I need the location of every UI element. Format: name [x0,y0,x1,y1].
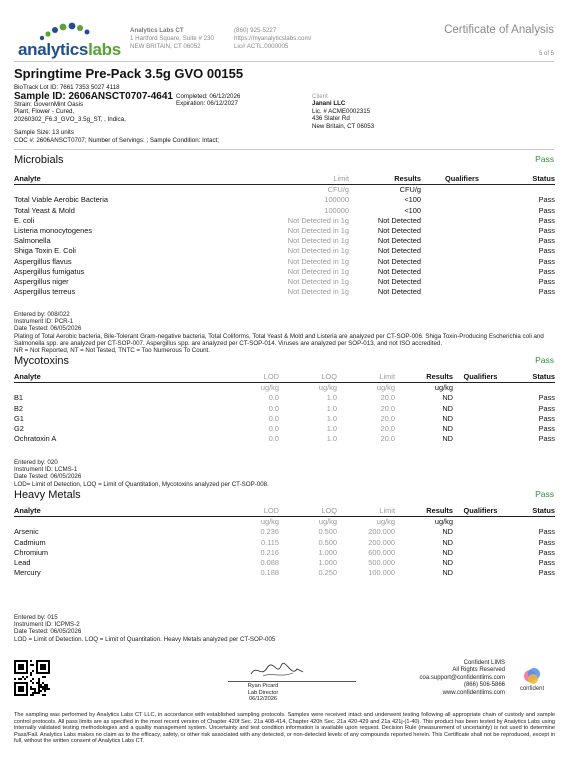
signature-scribble-icon [247,660,307,682]
status-cell: Pass [538,277,555,287]
result-cell: ND [442,527,453,537]
lab-address-2: NEW BRITAIN, CT 06052 [130,43,201,50]
disclaimer: The sampling was performed by Analytics Labs CT LLC, in accordance with established sampling protocols. Samples were received intact and underwent testing following all appropriate chain of custody and sample control protocols. All pass limits are as specified in the most recent version of Chapter 420f Sec. 21a 408-414, Chapter 420h Sec. 21a 420-429 and 21a 421j-(1-40). This product has been tested by Analytics Labs using internally validated testing methodologies and a quality management system. Uncertainty and test condition information is available upon request. Decision Rule (measurement of uncertainty) is not used to determine Pass/Fail. Analytics Labs makes no claim as to the efficacy, safety, or other risk associated with any detected, or non-detected levels of any compounds reported herein. This Certificate shall not be reproduced, except in full, without the written consent of Analytics Labs CT. [14,712,555,745]
limit-unit: CFU/g [327,185,349,195]
myco-date: Date Tested: 06/05/2026 [14,473,82,481]
completed-date: Completed: 06/12/2026 [176,93,241,100]
result-cell: Not Detected [377,287,421,297]
limit-unit: ug/kg [376,383,395,393]
col-status: Status [508,372,555,383]
limit-cell: 100000 [324,195,349,205]
analyte-cell: Cadmium [14,537,46,547]
lims-website[interactable]: www.confidentlims.com [442,689,505,696]
qualifier-cell [453,527,508,537]
lab-website[interactable]: https://myanalyticslabs.com/ [234,35,312,42]
mycotoxins-notes [14,459,555,488]
limit-cell: Not Detected in 1g [287,246,349,256]
status-cell: Pass [538,226,555,236]
sample-id: Sample ID: 2606ANSCT0707-4641 [14,91,173,102]
microbials-status: Pass [535,154,554,164]
table-row [14,236,555,246]
qualifier-cell [421,277,503,287]
limit-cell: Not Detected in 1g [287,226,349,236]
metals-instrument: Instrument ID: ICPMS-2 [14,621,80,629]
result-cell: <100 [404,205,421,215]
lab-phone: (860) 925-5227 [234,27,277,34]
qualifier-cell [453,404,508,414]
qualifier-cell [421,195,503,205]
loq-cell: 1.000 [318,558,337,568]
myco-instrument: Instrument ID: LCMS-1 [14,466,78,474]
lod-cell: 0.088 [260,558,279,568]
mycotoxins-status: Pass [535,355,554,365]
table-row [14,195,555,205]
qualifier-cell [453,558,508,568]
result-cell: Not Detected [377,246,421,256]
status-cell: Pass [538,236,555,246]
loq-cell: 1.0 [326,434,337,444]
limit-cell: 100.000 [368,568,395,578]
result-cell: ND [442,568,453,578]
signer-date: 06/12/2026 [249,696,277,703]
qualifier-cell [421,236,503,246]
metals-date: Date Tested: 06/05/2026 [14,628,82,636]
limit-cell: 500.000 [368,558,395,568]
microbials-header-row [14,174,555,185]
result-cell: Not Detected [377,226,421,236]
metals-notes [14,614,555,643]
result-cell: ND [442,393,453,403]
loq-cell: 1.000 [318,547,337,557]
myco-entered: Entered by: 020 [14,459,58,466]
table-row [14,434,555,444]
lab-info [130,27,214,51]
col-status: Status [508,506,555,517]
qualifier-cell [421,206,503,216]
qualifier-cell [453,548,508,558]
lod-cell: 0.115 [261,537,279,547]
sample-size: Sample Size: 13 units [14,129,74,136]
table-row [14,393,555,403]
status-cell: Pass [538,393,555,403]
qualifier-cell [421,246,503,256]
table-row [14,226,555,236]
loq-cell: 1.0 [326,403,337,413]
limit-cell: Not Detected in 1g [287,236,349,246]
qualifier-cell [421,216,503,226]
units-row [14,185,555,196]
metals-title: Heavy Metals [14,489,81,501]
logo-wordmark: analyticslabs [18,40,121,59]
signature-line [228,681,356,682]
result-cell: Not Detected [377,236,421,246]
lod-unit: ug/kg [260,517,279,527]
analyte-cell: Lead [14,558,31,568]
limit-cell: Not Detected in 1g [287,256,349,266]
col-limit: Limit [337,506,395,517]
client-address-2: New Britain, CT 06053 [312,122,375,130]
status-cell: Pass [538,434,555,444]
metals-table [14,506,555,578]
analyte-cell: Ochratoxin A [14,434,57,444]
table-row [14,287,555,297]
myco-method: LOD= Limit of Detection, LOQ = Limit of Quantitation, Mycotoxins analyzed per CT-SOP-008. [14,480,269,488]
mycotoxins-title: Mycotoxins [14,355,70,367]
mycotoxins-header-row [14,372,555,383]
table-row [14,568,555,578]
col-limit: Limit [194,174,349,185]
metals-status: Pass [535,489,554,499]
lod-cell: 0.0 [268,413,279,423]
table-row [14,558,555,568]
limit-cell: 200.000 [368,527,395,537]
analyte-cell: Shiga Toxin E. Coli [14,246,76,256]
limit-cell: 20.0 [380,424,395,434]
analyte-cell: E. coli [14,215,35,225]
table-row [14,527,555,537]
analyte-cell: Total Viable Aerobic Bacteria [14,195,108,205]
loq-cell: 0.500 [318,527,337,537]
qualifier-cell [453,538,508,548]
status-cell: Pass [538,205,555,215]
metals-header-row [14,506,555,517]
analyte-cell: Arsenic [14,527,39,537]
limit-cell: Not Detected in 1g [287,277,349,287]
status-cell: Pass [538,537,555,547]
analyte-cell: Total Yeast & Mold [14,205,75,215]
status-cell: Pass [538,413,555,423]
micro-date: Date Tested: 06/05/2026 [14,325,82,333]
qualifier-cell [453,424,508,434]
result-cell: ND [442,537,453,547]
table-row [14,257,555,267]
qualifier-cell [453,434,508,444]
col-results: Results [395,506,453,517]
lab-address-1: 1 Hartford Square, Suite # 230 [130,35,214,42]
qualifier-cell [453,393,508,403]
analyte-cell: Listeria monocytogenes [14,226,93,236]
lod-cell: 0.0 [268,424,279,434]
micro-instrument: Instrument ID: PCR-1 [14,318,74,326]
sample-details [14,101,126,123]
units-row [14,517,555,528]
signer-title: Lab Director [247,689,279,696]
lod-cell: 0.0 [268,434,279,444]
lod-unit: ug/kg [260,383,279,393]
qualifier-cell [421,257,503,267]
lod-cell: 0.236 [260,527,279,537]
status-cell: Pass [538,568,555,578]
table-row [14,424,555,434]
microbials-table [14,174,555,297]
analyte-cell: Aspergillus niger [14,277,69,287]
table-row [14,404,555,414]
micro-abbrev: NR = Not Reported, NT = Not Tested, TNTC = Too Numerous To Count. [14,347,210,355]
loq-unit: ug/kg [318,383,337,393]
doc-title: Certificate of Analysis [444,24,554,36]
microbials-title: Microbials [14,154,64,166]
status-cell: Pass [538,256,555,266]
status-cell: Pass [538,195,555,205]
result-cell: <100 [404,195,421,205]
analyte-cell: Chromium [14,547,49,557]
analyte-cell: Aspergillus flavus [14,256,72,266]
limit-cell: 20.0 [380,393,395,403]
result-cell: ND [442,424,453,434]
result-cell: ND [442,403,453,413]
limit-cell: Not Detected in 1g [287,215,349,225]
col-loq: LOQ [279,506,337,517]
client-label: Client [312,93,328,100]
qualifier-cell [421,267,503,277]
expiration-date: Expiration: 06/12/2027 [176,100,238,108]
lod-cell: 0.188 [260,568,279,578]
metals-method: LOD = Limit of Detection. LOQ = Limit of Quantitation. Heavy Metals analyzed per CT-SOP-005 [14,635,276,643]
micro-method: Plating of Total Aerobic bacteria, Bile-Tolerant Gram-negative bacteria, Total Coliforms, Total Yeast & Mold and Listeria are analyzed per CT-SOP-006. Shiga Toxin-Producing Escherichia coli and Salmonella spp. are analyzed per CT-SOP-007. Aspergillus spp. are analyzed per CT-SOP-014. Viruses are analyzed per SOP-013, and not ISO accredited. [14,332,544,347]
col-qualifiers: Qualifiers [421,174,503,185]
status-cell: Pass [538,403,555,413]
status-cell: Pass [538,558,555,568]
signer-name: Ryan Picard [247,683,279,689]
table-row [14,206,555,216]
status-cell: Pass [538,424,555,434]
col-loq: LOQ [279,372,337,383]
result-cell: ND [442,547,453,557]
result-cell: Not Detected [377,256,421,266]
col-qualifiers: Qualifiers [453,506,508,517]
table-row [14,277,555,287]
signer-block [232,683,294,703]
mycotoxins-table [14,372,555,444]
table-row [14,216,555,226]
limit-cell: 20.0 [380,434,395,444]
header-divider [14,61,554,62]
analyte-cell: G1 [14,413,24,423]
limit-cell: Not Detected in 1g [287,287,349,297]
result-unit: ug/kg [434,517,453,527]
dates [176,93,240,108]
lod-cell: 0.0 [268,393,279,403]
analyte-cell: Mercury [14,568,41,578]
product-title: Springtime Pre-Pack 3.5g GVO 00155 [14,66,244,81]
result-cell: Not Detected [377,277,421,287]
result-unit: CFU/g [399,185,421,195]
qualifier-cell [453,568,508,578]
loq-unit: ug/kg [318,517,337,527]
result-cell: ND [442,434,453,444]
units-row [14,383,555,394]
metals-entered: Entered by: 015 [14,614,58,621]
col-limit: Limit [337,372,395,383]
client-block [312,93,374,130]
lims-info [420,660,505,697]
lod-cell: 0.0 [268,403,279,413]
table-row [14,414,555,424]
result-cell: ND [442,558,453,568]
product-type: Plant, Flower - Cured, [14,108,75,116]
col-status: Status [503,174,555,185]
table-row [14,267,555,277]
limit-cell: Not Detected in 1g [287,266,349,276]
lims-name: Confident LIMS [463,660,505,666]
lab-logo [18,22,121,62]
col-analyte: Analyte [14,372,154,383]
col-qualifiers: Qualifiers [453,372,508,383]
client-name: Janani LLC [312,100,346,108]
status-cell: Pass [538,246,555,256]
table-row [14,538,555,548]
qualifier-cell [421,226,503,236]
qualifier-cell [421,287,503,297]
limit-unit: ug/kg [376,517,395,527]
table-row [14,548,555,558]
loq-cell: 0.500 [318,537,337,547]
col-analyte: Analyte [14,506,154,517]
coc: COC #: 2606ANSCT0707; Number of Servings: ; Sample Condition: Intact; [14,137,219,144]
strain: Strain: GovernMint Oasis [14,101,84,108]
col-results: Results [349,174,421,185]
result-unit: ug/kg [434,383,453,393]
col-lod: LOD [154,506,279,517]
loq-cell: 0.250 [318,568,337,578]
lab-contact [234,27,311,51]
col-results: Results [395,372,453,383]
status-cell: Pass [538,527,555,537]
lod-cell: 0.216 [260,547,279,557]
limit-cell: 20.0 [380,403,395,413]
analyte-cell: Aspergillus fumigatus [14,266,85,276]
lims-email[interactable]: coa.support@confidentlims.com [419,674,505,681]
limit-cell: 100000 [324,205,349,215]
status-cell: Pass [538,547,555,557]
loq-cell: 1.0 [326,424,337,434]
client-license: Lic. # ACME0002315 [312,107,371,115]
page-number: 5 of 5 [538,51,554,57]
lims-logo [512,666,552,692]
col-lod: LOD [154,372,279,383]
biotrack-lot: BioTrack Lot ID: 7661 7353 5027 4118 [14,84,120,91]
analyte-cell: G2 [14,424,24,434]
status-cell: Pass [538,266,555,276]
lab-license: Lic# ACTL.0000005 [234,43,289,50]
analyte-cell: Salmonella [14,236,51,246]
analyte-cell: B2 [14,403,24,413]
lims-rights: All Rights Reserved [452,667,505,674]
micro-entered: Entered by: 008/022 [14,311,70,318]
analyticslabs-dots-logo-icon [36,22,96,42]
table-row [14,246,555,256]
limit-cell: 20.0 [380,413,395,423]
loq-cell: 1.0 [326,393,337,403]
status-cell: Pass [538,215,555,225]
qr-code-icon [14,660,50,696]
lims-phone: (866) 506-5866 [463,682,505,689]
limit-cell: 200.000 [368,537,395,547]
qualifier-cell [453,414,508,424]
client-address-1: 436 Slater Rd [312,115,350,123]
lims-logo-text: confident [519,686,545,692]
microbials-notes [14,311,555,354]
product-divider [14,149,554,150]
loq-cell: 1.0 [326,413,337,423]
limit-cell: 600.000 [368,547,395,557]
status-cell: Pass [538,287,555,297]
result-cell: Not Detected [377,266,421,276]
col-analyte: Analyte [14,174,194,185]
analyte-cell: B1 [14,393,24,403]
lab-name: Analytics Labs CT [130,27,184,34]
analyte-cell: Aspergillus terreus [14,287,76,297]
lot-string: 20260302_F6.3_GVO_3.5g_ST, , Indica, [14,115,126,123]
confident-logo-icon [522,666,542,686]
result-cell: Not Detected [377,215,421,225]
result-cell: ND [442,413,453,423]
